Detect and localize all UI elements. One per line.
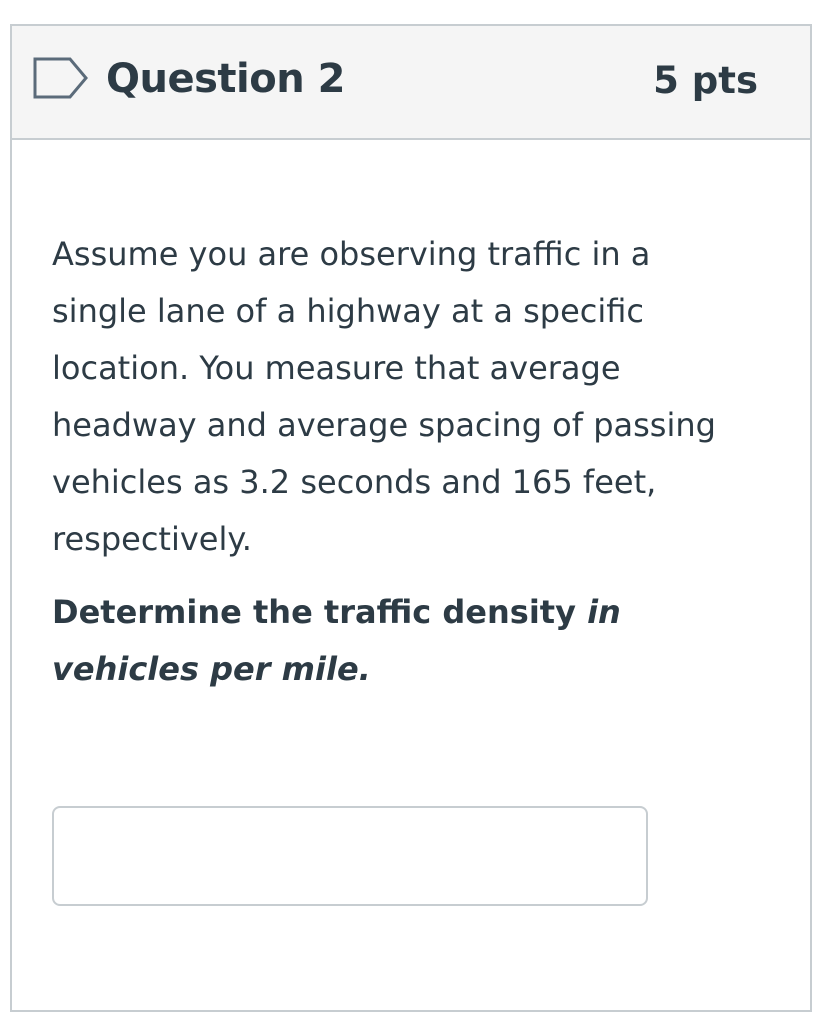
question-points: 5 pts: [653, 59, 758, 102]
question-text: Assume you are observing traffic in a single lane of a highway at a specific location. You measure that average headway and average spacing of passing vehicles as 3.2 seconds and 165 feet, respectively.: [52, 235, 716, 558]
prompt-bold-text: Determine the traffic density: [52, 593, 588, 631]
question-prompt: [52, 584, 752, 698]
question-body: [52, 226, 752, 698]
prompt-italic-text: in vehicles per mile.: [52, 593, 621, 688]
answer-input[interactable]: [52, 806, 648, 906]
question-title: Question 2: [106, 56, 345, 102]
flag-question-icon[interactable]: [32, 56, 90, 100]
question-header: [12, 26, 810, 140]
